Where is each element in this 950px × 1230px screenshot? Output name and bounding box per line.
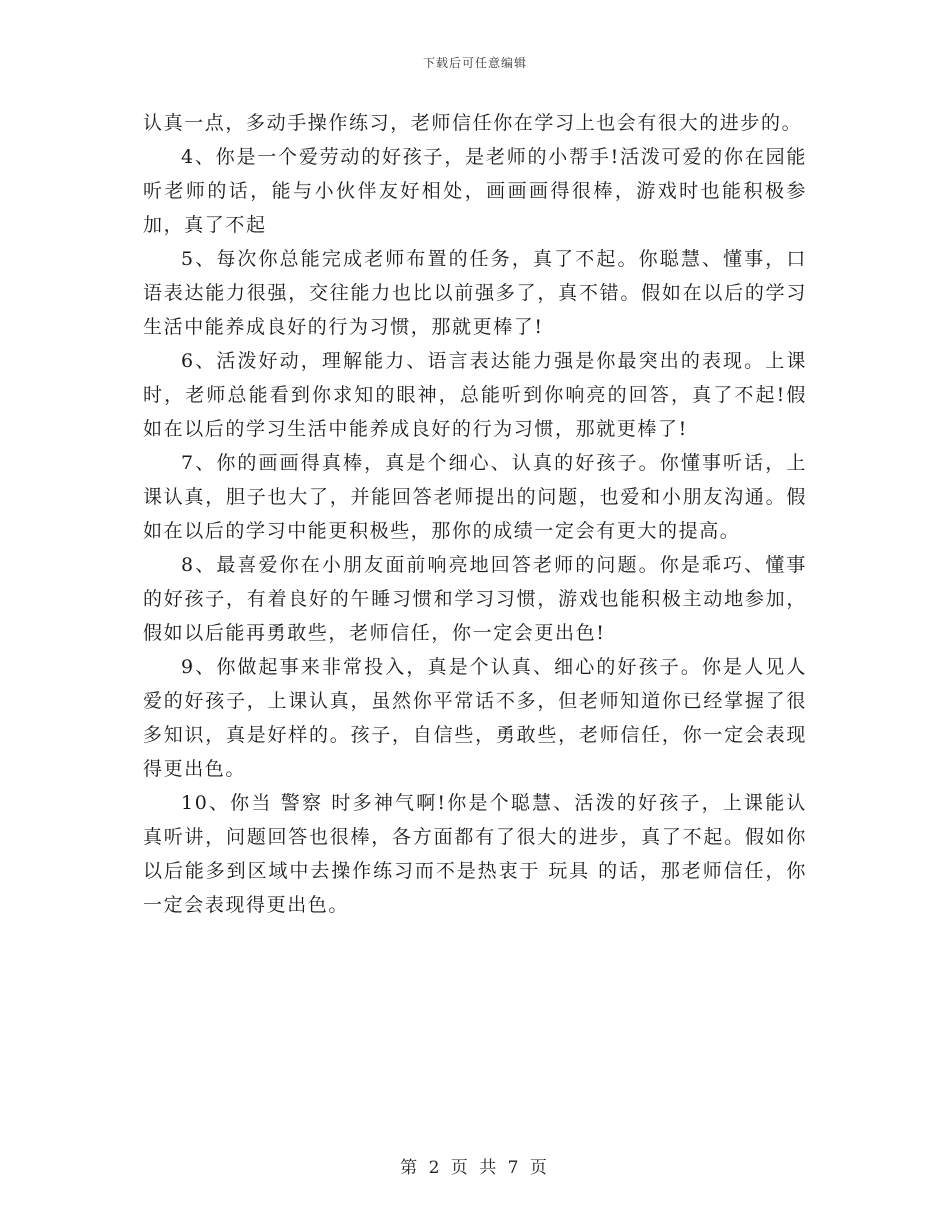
paragraph-item-9: 9、你做起事来非常投入，真是个认真、细心的好孩子。你是人见人爱的好孩子，上课认真，虽然你平常话不多，但老师知道你已经掌握了很多知识，真是好样的。孩子，自信些，勇敢些，老师信任，你一定会表现得更出色。 xyxy=(143,656,807,780)
paragraph-item-10: 10、你当 警察 时多神气啊!你是个聪慧、活泼的好孩子，上课能认真听讲，问题回答也很棒，各方面都有了很大的进步，真了不起。假如你以后能多到区域中去操作练习而不是热衷于 玩具 的话，那老师信任，你一定会表现得更出色。 xyxy=(143,792,807,916)
document-body xyxy=(143,106,807,922)
page-number-footer: 第 2 页 共 7 页 xyxy=(400,1158,550,1178)
paragraph-item-6: 6、活泼好动，理解能力、语言表达能力强是你最突出的表现。上课时，老师总能看到你求知的眼神，总能听到你响亮的回答，真了不起!假如在以后的学习生活中能养成良好的行为习惯，那就更棒了! xyxy=(143,350,807,440)
paragraph-item-8: 8、最喜爱你在小朋友面前响亮地回答老师的问题。你是乖巧、懂事的好孩子，有着良好的午睡习惯和学习习惯，游戏也能积极主动地参加，假如以后能再勇敢些，老师信任，你一定会更出色! xyxy=(143,554,807,644)
paragraph-continuation: 认真一点，多动手操作练习，老师信任你在学习上也会有很大的进步的。 xyxy=(143,112,803,134)
paragraph-item-7: 7、你的画画得真棒，真是个细心、认真的好孩子。你懂事听话，上课认真，胆子也大了，并能回答老师提出的问题，也爱和小朋友沟通。假如在以后的学习中能更积极些，那你的成绩一定会有更大的提高。 xyxy=(143,452,807,542)
page-header: 下载后可任意编辑 xyxy=(422,56,527,70)
paragraph-item-4: 4、你是一个爱劳动的好孩子，是老师的小帮手!活泼可爱的你在园能听老师的话，能与小伙伴友好相处，画画画得很棒，游戏时也能积极参加，真了不起 xyxy=(143,146,807,236)
paragraph-item-5: 5、每次你总能完成老师布置的任务，真了不起。你聪慧、懂事，口语表达能力很强，交往能力也比以前强多了，真不错。假如在以后的学习生活中能养成良好的行为习惯，那就更棒了! xyxy=(143,248,807,338)
